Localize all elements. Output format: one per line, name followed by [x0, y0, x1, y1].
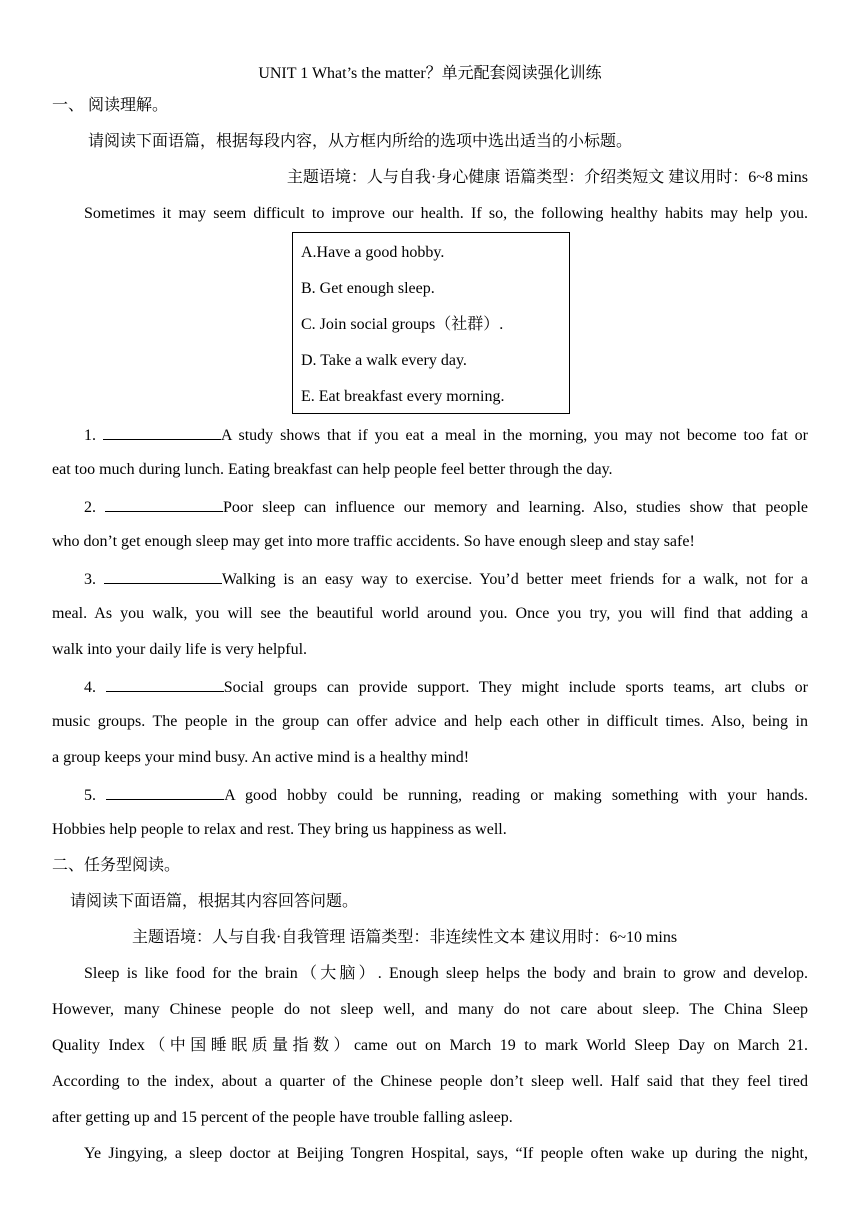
item-number: 2. — [84, 499, 96, 516]
item-4-cont: music groups. The people in the group can offer advice and help each other in difficult times. Also, being in — [52, 713, 808, 730]
item-2-cont: who don’t get enough sleep may get into more traffic accidents. So have enough sleep and stay safe! — [52, 533, 695, 550]
passage-line: However, many Chinese people do not sleep well, and many do not care about sleep. The China Sleep — [52, 1001, 808, 1018]
item-text: Walking is an easy way to exercise. You’d better meet friends for a walk, not for a — [221, 571, 809, 588]
page-title: UNIT 1 What’s the matter？单元配套阅读强化训练 — [258, 65, 602, 82]
passage-line: Sleep is like food for the brain（大脑）. Enough sleep helps the body and brain to grow and develop. — [84, 965, 808, 982]
section2-meta: 主题语境：人与自我·自我管理 语篇类型：非连续性文本 建议用时：6~10 mins — [132, 929, 678, 946]
section2-heading: 二、任务型阅读。 — [52, 857, 181, 874]
passage-line: Ye Jingying, a sleep doctor at Beijing Tongren Hospital, says, “If people often wake up during the night, — [84, 1145, 808, 1162]
option-a: A.Have a good hobby. — [301, 244, 445, 261]
item-1 — [84, 424, 808, 446]
answer-blank[interactable] — [106, 784, 224, 800]
item-2 — [84, 496, 808, 518]
item-text: Social groups can provide support. They might include sports teams, art clubs or — [223, 679, 809, 696]
answer-blank[interactable] — [106, 676, 224, 692]
item-text: A good hobby could be running, reading or making something with your hands. — [224, 787, 809, 804]
item-number: 1. — [84, 427, 96, 444]
answer-blank[interactable] — [104, 568, 222, 584]
answer-blank[interactable] — [105, 496, 223, 512]
item-number: 5. — [84, 787, 96, 804]
item-3-cont: meal. As you walk, you will see the beautiful world around you. Once you try, you will find that adding a — [52, 605, 808, 622]
item-number: 3. — [84, 571, 96, 588]
option-d: D. Take a walk every day. — [301, 352, 467, 369]
item-5 — [84, 784, 808, 806]
option-b: B. Get enough sleep. — [301, 280, 435, 297]
answer-blank[interactable] — [103, 424, 221, 440]
option-e: E. Eat breakfast every morning. — [301, 388, 505, 405]
item-4-cont: a group keeps your mind busy. An active mind is a healthy mind! — [52, 749, 470, 766]
passage-line: after getting up and 15 percent of the people have trouble falling asleep. — [52, 1109, 513, 1126]
passage-line: According to the index, about a quarter of the Chinese people don’t sleep well. Half said that they feel tired — [52, 1073, 808, 1090]
section1-intro: Sometimes it may seem difficult to improve our health. If so, the following healthy habits may help you. — [84, 205, 808, 222]
item-1-cont: eat too much during lunch. Eating breakfast can help people feel better through the day. — [52, 461, 613, 478]
section1-meta: 主题语境：人与自我·身心健康 语篇类型：介绍类短文 建议用时：6~8 mins — [286, 169, 808, 186]
item-text: Poor sleep can influence our memory and learning. Also, studies show that people — [222, 499, 808, 516]
section1-heading: 一、 阅读理解。 — [52, 97, 169, 114]
item-3 — [84, 568, 808, 590]
item-3-cont: walk into your daily life is very helpful. — [52, 641, 308, 658]
item-number: 4. — [84, 679, 96, 696]
passage-line: Quality Index（中国睡眠质量指数）came out on March 19 to mark World Sleep Day on March 21. — [52, 1037, 808, 1054]
item-4 — [84, 676, 808, 698]
section1-instruction: 请阅读下面语篇，根据每段内容，从方框内所给的选项中选出适当的小标题。 — [88, 133, 633, 150]
options-box — [292, 232, 570, 414]
option-c: C. Join social groups（社群）. — [301, 316, 504, 333]
item-5-cont: Hobbies help people to relax and rest. They bring us happiness as well. — [52, 821, 507, 838]
section2-instruction: 请阅读下面语篇，根据其内容回答问题。 — [70, 893, 359, 910]
item-text: A study shows that if you eat a meal in the morning, you may not become too fat or — [220, 427, 809, 444]
